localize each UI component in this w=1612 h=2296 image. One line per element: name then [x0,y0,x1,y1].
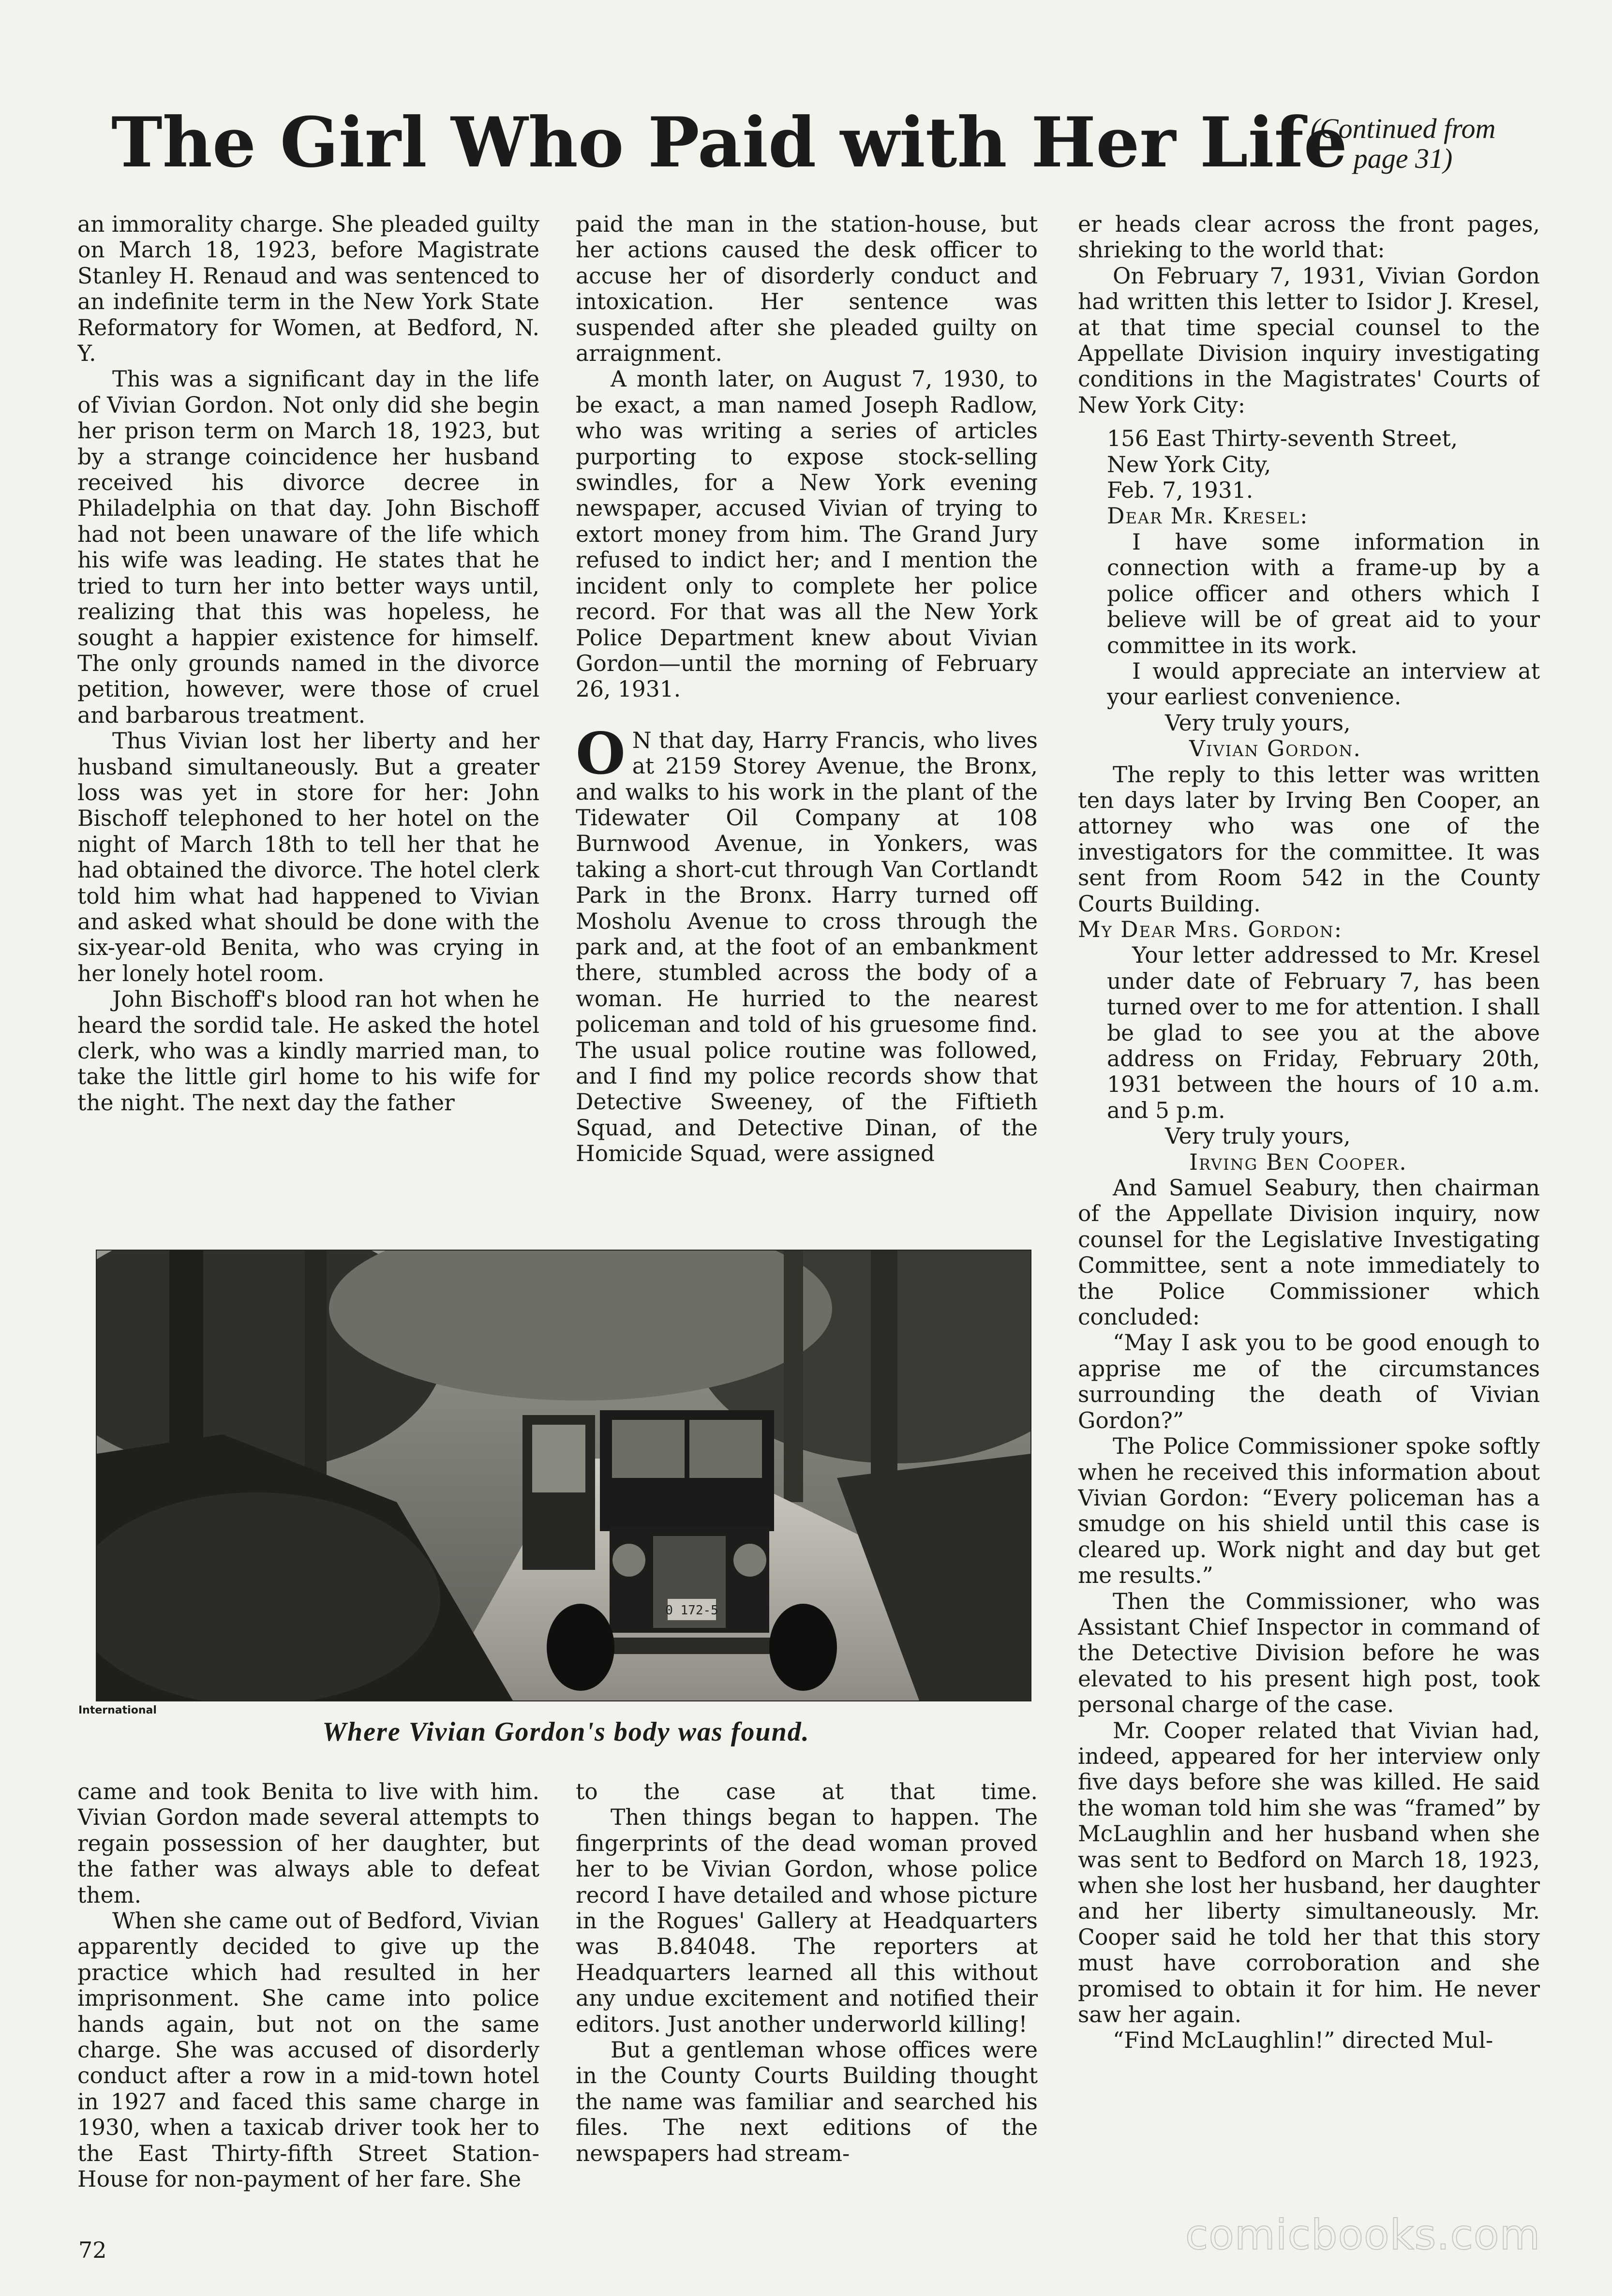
paragraph: Mr. Cooper related that Vivian had, indeed, appeared for her interview only five days before she was killed. He said the woman told him she was “framed” by McLaughlin and her husband when she was sent to Bedford on March 18, 1923, when she lost her husband, her daughter and her liberty simultaneously. Mr. Cooper said he told her that this story must have corroboration and she promised to obtain it for him. He never saw her again. [1078,1717,1540,2028]
continued-line-1: (Continued from [1310,113,1496,144]
page-number: 72 [78,2237,107,2263]
letter-body: I would appreciate an interview at your earliest convenience. [1107,658,1540,710]
letter-gordon [1078,426,1540,761]
letter-body: Your letter addressed to Mr. Kresel under date of February 7, has been turned over to me for attention. I shall be glad to see you at the above address on Friday, February 20th, 1931 between the hours of 10 a.m. and 5 p.m. [1107,942,1540,1123]
paragraph: Thus Vivian lost her liberty and her husband simultaneously. But a greater loss was yet in store for her: John Bischoff telephoned to her hotel on the night of March 18th to tell her that he had obtained the divorce. The hotel clerk told him what had happened to Vivian and asked what should be done with the six-year-old Benita, who was crying in her lonely hotel room. [77,728,539,986]
column-2 [576,211,1038,1226]
column-3 [1078,211,1540,2217]
letter-cooper [1078,917,1540,1175]
crime-scene-photo [96,1250,1031,1701]
paragraph: But a gentleman whose offices were in the County Courts Building thought the name was familiar and searched his files. The next editions of the newspapers had stream- [576,2037,1038,2166]
paragraph: came and took Benita to live with him. Vivian Gordon made several attempts to regain possession of her daughter, but the father was always able to defeat them. [77,1779,539,1908]
letter-address: 156 East Thirty-seventh Street, [1107,426,1458,452]
paragraph: The Police Commissioner spoke softly when he received this information about Vivian Gordon: “Every policeman has a smudge on his shield until this case is cleared up. Work night and day but get me results.” [1078,1433,1540,1589]
section-break [576,702,1038,728]
letter-signature: Irving Ben Cooper. [1189,1149,1407,1175]
photo-credit: International [78,1704,157,1716]
paragraph: paid the man in the station-house, but her actions caused the desk officer to accuse her of disorderly conduct and intoxication. Her sentence was suspended after she pleaded guilty on arraignment. [576,211,1038,367]
paragraph: er heads clear across the front pages, shrieking to the world that: [1078,211,1540,263]
drop-cap: O [576,719,626,787]
article-title: The Girl Who Paid with Her Life [111,103,1348,183]
letter-signature: Vivian Gordon. [1189,736,1361,762]
column-4 [77,1779,539,2234]
letter-salutation: My Dear Mrs. Gordon: [1078,916,1343,942]
paragraph: “May I ask you to be good enough to apprise me of the circumstances surrounding the death of Vivian Gordon?” [1078,1330,1540,1433]
dropcap-paragraph-text: N that day, Harry Francis, who lives at 2159 Storey Avenue, the Bronx, and walks to his work in the plant of the Tidewater Oil Company at 108 Burnwood Avenue, in Yonkers, was taking a short-cut through Van Cortlandt Park in the Bronx. Harry turned off Mosholu Avenue to cross through the park and, at the foot of an embankment there, stumbled across the body of a woman. He hurried to the nearest policeman and told of his gruesome find. The usual police routine was followed, and I find my police records show that Detective Sweeney, of the Fiftieth Squad, and Detective Dinan, of the Homicide Squad, were assigned [576,727,1038,1167]
paragraph: to the case at that time. [576,1779,1038,1804]
paragraph: And Samuel Seabury, then chairman of the Appellate Division inquiry, now counsel for the Legislative Investigating Committee, sent a note immediately to the Police Commissioner which concluded: [1078,1175,1540,1330]
paragraph: Then the Commissioner, who was Assistant Chief Inspector in command of the Detective Division before he was elevated to his present high post, took personal charge of the case. [1078,1588,1540,1718]
letter-closing: Very truly yours, [1165,710,1351,736]
license-plate: 0 172-5 [665,1603,718,1618]
column-5 [576,1779,1038,2234]
photo-illustration [97,1251,1030,1700]
watermark: comicbooks.com [1185,2211,1541,2259]
column-1 [77,211,539,1226]
letter-date: Feb. 7, 1931. [1107,477,1254,504]
photo-caption: Where Vivian Gordon's body was found. [322,1717,810,1747]
letter-city: New York City, [1107,451,1271,477]
paragraph: “Find McLaughlin!” directed Mul- [1113,2028,1493,2054]
paragraph: On February 7, 1931, Vivian Gordon had written this letter to Isidor J. Kresel, at that time special counsel to the Appellate Division inquiry investigating conditions in the Magistrates' Courts of New York City: [1078,263,1540,418]
paragraph: When she came out of Bedford, Vivian apparently decided to give up the practice which had resulted in her imprisonment. She came into police hands again, but not on the same charge. She was accused of disorderly conduct after a row in a mid-town hotel in 1927 and faced this same charge in 1930, when a taxicab driver took her to the East Thirty-fifth Street Station-House for non-payment of her fare. She [77,1908,539,2192]
letter-body: I have some information in connection with a frame-up by a police officer and others which I believe will be of great aid to your committee in its work. [1107,529,1540,658]
paragraph: A month later, on August 7, 1930, to be exact, a man named Joseph Radlow, who was writing a series of articles purporting to expose stock-selling swindles, for a New York evening newspaper, accused Vivian of trying to extort money from him. The Grand Jury refused to indict her; and I mention the incident only to complete her police record. For that was all the New York Police Department knew about Vivian Gordon—until the morning of February 26, 1931. [576,366,1038,702]
continued-note [1287,114,1519,174]
dropcap-paragraph [576,719,1038,1167]
paragraph: This was a significant day in the life of Vivian Gordon. Not only did she begin her prison term on March 18, 1923, but by a strange coincidence her husband received his divorce decree in Philadelphia on that day. John Bischoff had not been unaware of the life which his wife was leading. He states that he tried to turn her into better ways until, realizing that this was hopeless, he sought a happier existence for himself. The only grounds named in the divorce petition, however, were those of cruel and barbarous treatment. [77,366,539,728]
paragraph: Then things began to happen. The fingerprints of the dead woman proved her to be Vivian Gordon, whose police record I have detailed and whose picture in the Rogues' Gallery at Headquarters was B.84048. The reporters at Headquarters learned all this without any undue excitement and notified their editors. Just another underworld killing! [576,1804,1038,2037]
paragraph: John Bischoff's blood ran hot when he heard the sordid tale. He asked the hotel clerk, who was a kindly married man, to take the little girl home to his wife for the night. The next day the father [77,986,539,1116]
paragraph: The reply to this letter was written ten days later by Irving Ben Cooper, an attorney who was one of the investigators for the committee. It was sent from Room 542 in the County Courts Building. [1078,761,1540,917]
paragraph: an immorality charge. She pleaded guilty on March 18, 1923, before Magistrate Stanley H. Renaud and was sentenced to an indefinite term in the New York State Reformatory for Women, at Bedford, N. Y. [77,211,539,367]
continued-line-2: page 31) [1353,143,1453,174]
letter-closing: Very truly yours, [1165,1123,1351,1149]
letter-salutation: Dear Mr. Kresel: [1107,503,1309,529]
